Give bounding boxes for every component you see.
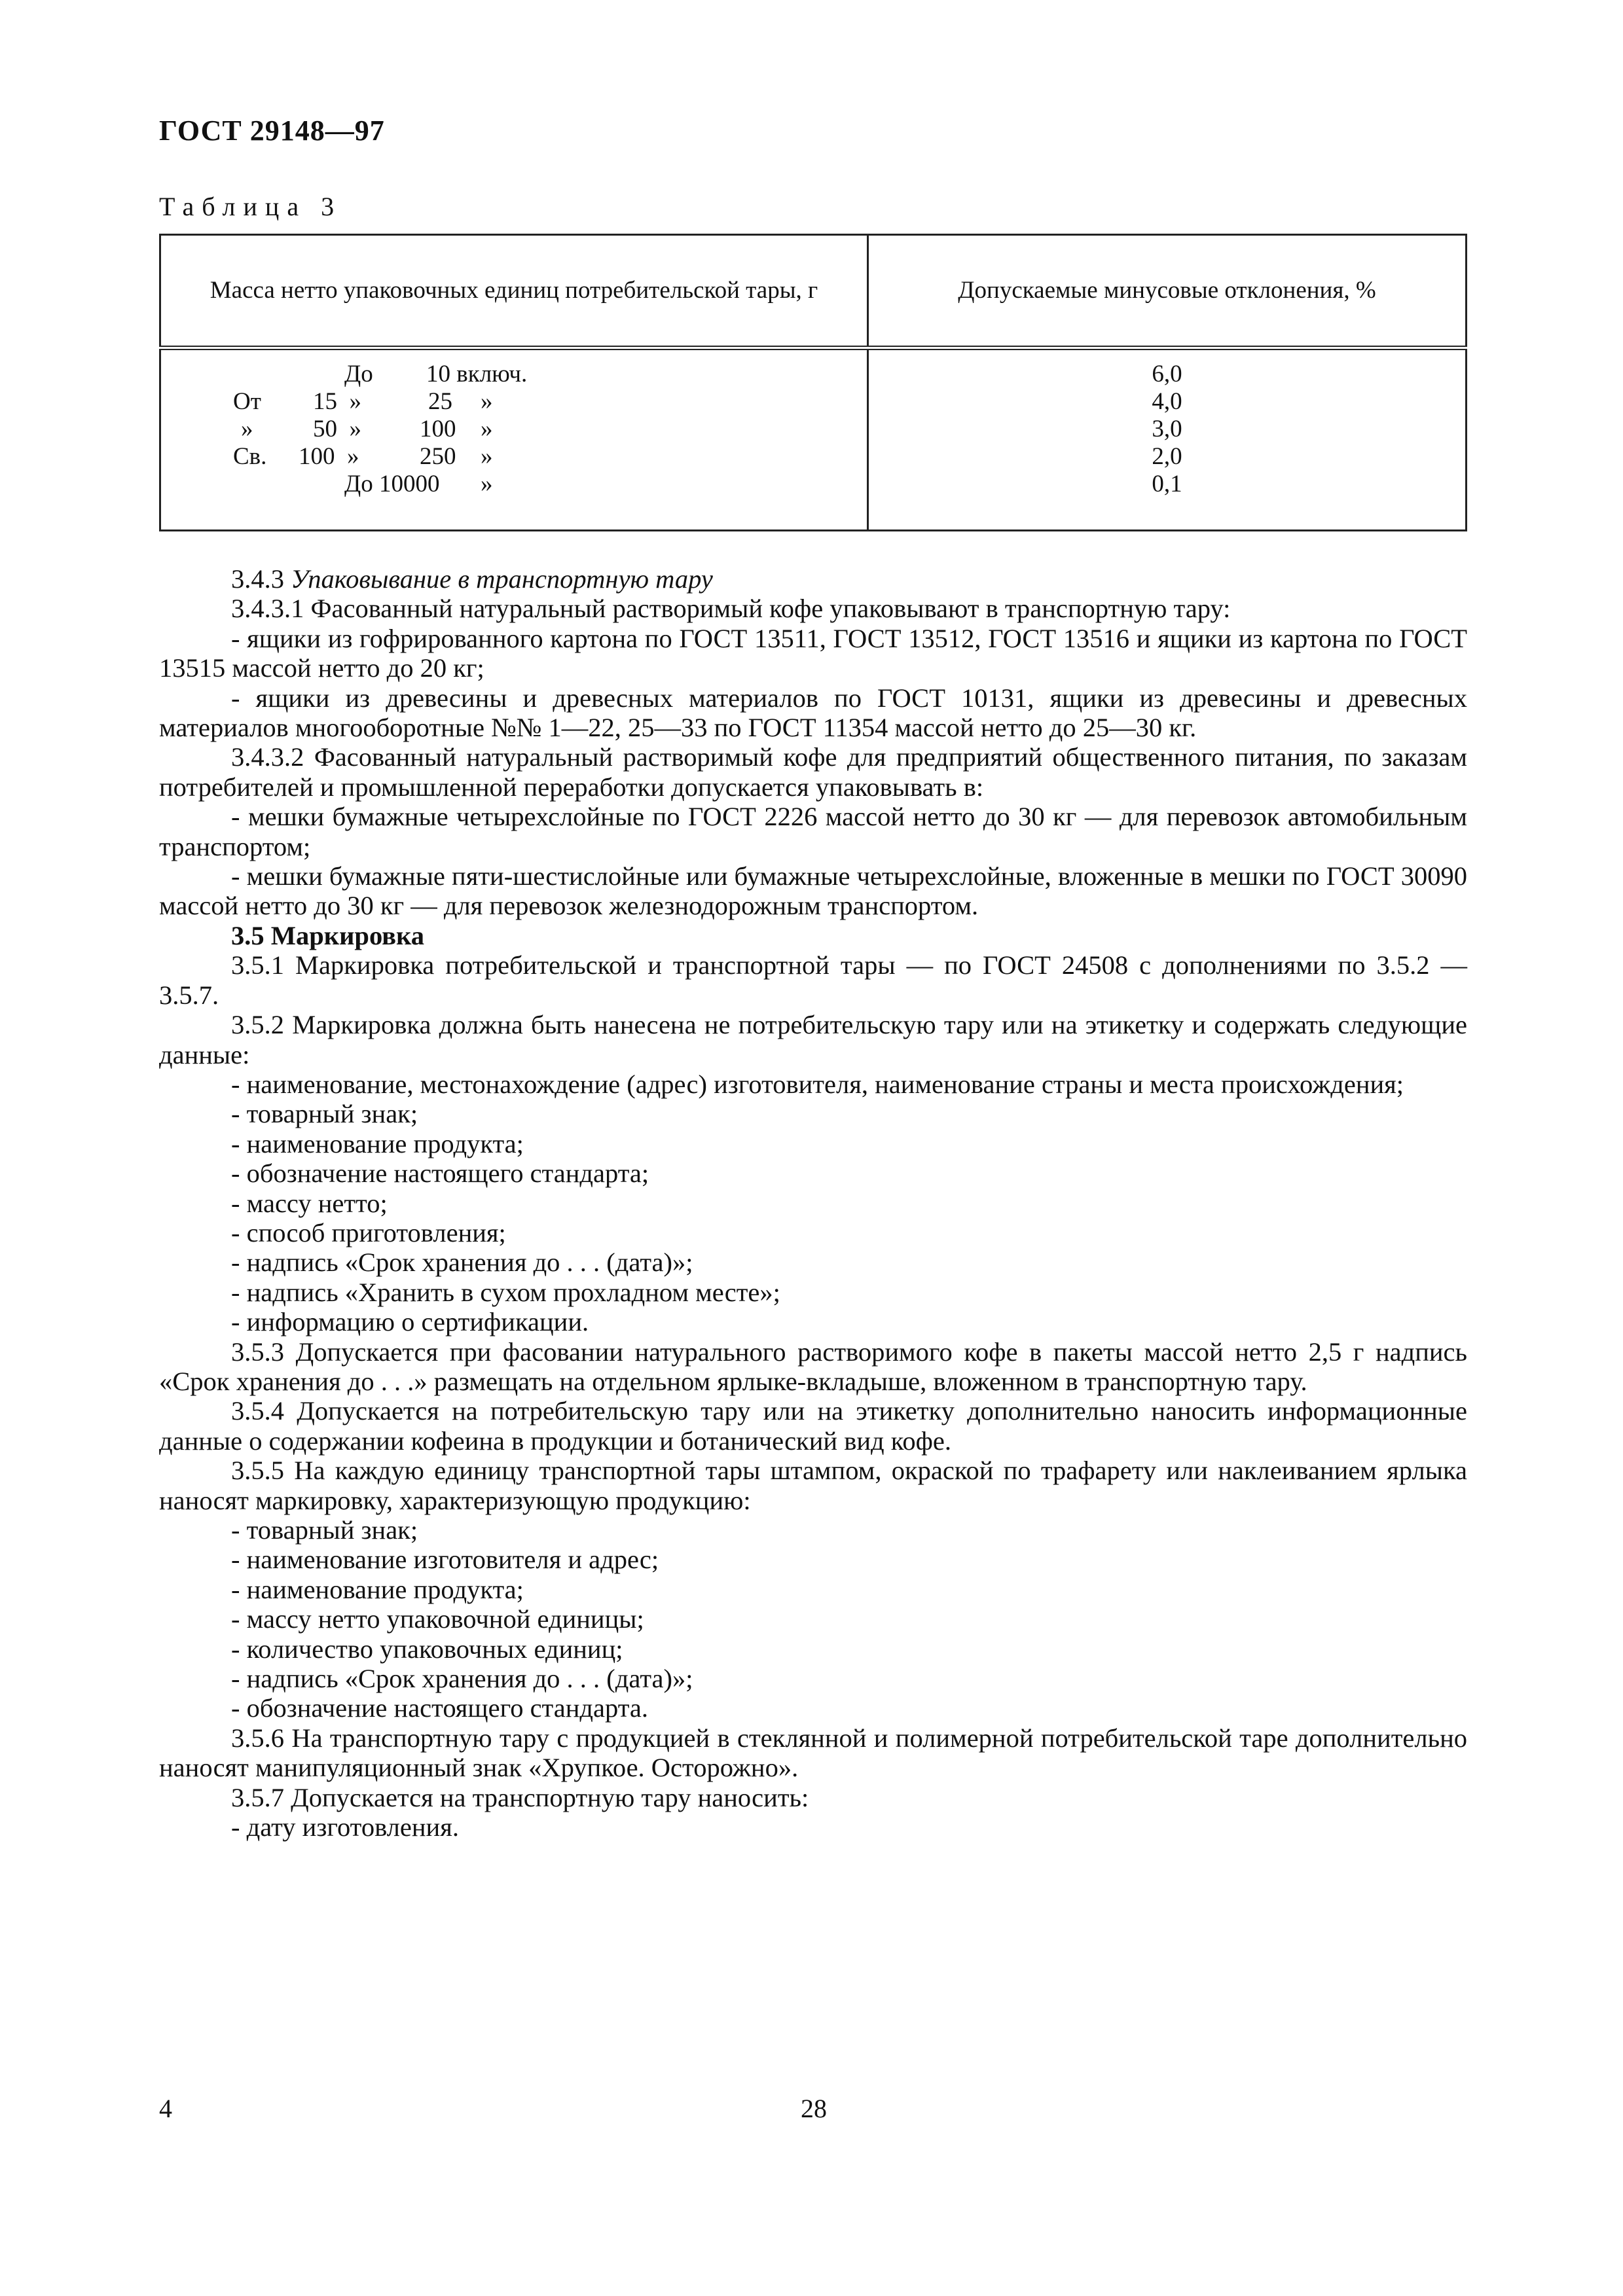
paragraph-3-5-4: 3.5.4 Допускается на потребительскую тару или на этикетку дополнительно наносить информационные данные о содержании кофеина в продукции и ботанический вид кофе. — [159, 1396, 1467, 1456]
table-row — [161, 361, 867, 388]
deviation-value: 6,0 — [1152, 361, 1182, 387]
table-row — [161, 416, 867, 443]
mass-ranges-cell — [160, 348, 868, 531]
page-number-center: 28 — [801, 2094, 827, 2123]
mass-from: 50 » — [313, 416, 361, 442]
section-title: Упаковывание в транспортную тару — [291, 564, 713, 594]
list-item: - наименование изготовителя и адрес; — [231, 1545, 659, 1575]
list-item: - надпись «Хранить в сухом прохладном месте»; — [231, 1277, 780, 1307]
table-row — [161, 471, 867, 498]
section-3-4-3-heading — [159, 564, 1467, 594]
list-item: - дату изготовления. — [231, 1812, 459, 1842]
list-item: - массу нетто; — [231, 1188, 388, 1218]
mass-to: 100 — [420, 416, 456, 442]
list-item: - обозначение настоящего стандарта; — [231, 1158, 649, 1189]
paragraph-3-4-3-2: 3.4.3.2 Фасованный натуральный растворимый кофе для предприятий общественного питания, по заказам потребителей и промышленной переработки допускается упаковывать в: — [159, 742, 1467, 802]
paragraph-3-5-5: 3.5.5 На каждую единицу транспортной тары штампом, окраской по трафарету или наклеиванием ярлыка наносят маркировку, характеризующую продукцию: — [159, 1456, 1467, 1515]
column-header-deviation: Допускаемые минусовые отклонения, % — [868, 235, 1467, 348]
mass-prefix: » — [241, 416, 253, 442]
table-header-row — [160, 235, 1467, 348]
page-number-left: 4 — [159, 2094, 172, 2123]
deviation-value: 3,0 — [1152, 416, 1182, 442]
list-item: - наименование продукта; — [231, 1574, 524, 1604]
table-row — [161, 443, 867, 471]
mass-from: 15 » — [313, 388, 361, 415]
list-item: - товарный знак; — [231, 1099, 418, 1129]
paragraph-3-4-3-1: 3.4.3.1 Фасованный натуральный растворимый кофе упаковывают в транспортную тару: — [231, 594, 1231, 624]
deviation-value: 2,0 — [1152, 443, 1182, 470]
paragraph-3-5-3: 3.5.3 Допускается при фасовании натурального растворимого кофе в пакеты массой нетто 2,5 г надпись «Срок хранения до . . .» размещать на отдельном ярлыке-вкладыше, вложенном в транспортную тару. — [159, 1336, 1467, 1396]
paragraph-3-5-6: 3.5.6 На транспортную тару с продукцией в стеклянной и полимерной потребительской таре дополнительно наносят манипуляционный знак «Хрупкое. Осторожно». — [159, 1723, 1467, 1783]
deviation-value: 0,1 — [1152, 471, 1182, 497]
list-item: - надпись «Срок хранения до . . . (дата)»; — [231, 1247, 693, 1278]
mass-ditto: » — [481, 388, 493, 415]
paragraph-3-5-1: 3.5.1 Маркировка потребительской и транспортной тары — по ГОСТ 24508 с дополнениями по 3.5.2 — 3.5.7. — [159, 950, 1467, 1010]
section-number: 3.4.3 — [231, 564, 284, 594]
table-row — [161, 388, 867, 416]
mass-deviation-table — [159, 234, 1467, 531]
paragraph-3-5-2: 3.5.2 Маркировка должна быть нанесена не потребительскую тару или на этикетку и содержать следующие данные: — [159, 1010, 1467, 1069]
mass-ditto: » — [481, 443, 493, 470]
deviation-values-cell — [868, 348, 1467, 531]
mass-from: До — [344, 361, 373, 387]
list-item: - массу нетто упаковочной единицы; — [231, 1604, 644, 1634]
column-header-mass: Масса нетто упаковочных единиц потребительской тары, г — [160, 235, 868, 348]
mass-ditto: » — [481, 416, 493, 442]
section-3-5-heading — [159, 921, 1467, 950]
document-code: ГОСТ 29148—97 — [159, 115, 385, 147]
paragraph-3-5-7: 3.5.7 Допускается на транспортную тару наносить: — [231, 1782, 809, 1812]
table-body-row — [160, 348, 1467, 531]
list-item: - наименование, местонахождение (адрес) изготовителя, наименование страны и места происхождения; — [231, 1069, 1404, 1099]
mass-ditto: » — [481, 471, 493, 497]
list-item: - мешки бумажные четырехслойные по ГОСТ 2226 массой нетто до 30 кг — для перевозок автомобильным транспортом; — [159, 802, 1467, 861]
list-item: - количество упаковочных единиц; — [231, 1634, 623, 1664]
deviation-value: 4,0 — [1152, 388, 1182, 415]
table-caption: Таблица 3 — [159, 192, 342, 221]
list-item: - ящики из гофрированного картона по ГОСТ 13511, ГОСТ 13512, ГОСТ 13516 и ящики из картона по ГОСТ 13515 массой нетто до 20 кг; — [159, 623, 1467, 683]
mass-prefix: Св. — [233, 443, 267, 470]
list-item: - способ приготовления; — [231, 1217, 506, 1247]
list-item: - информацию о сертификации. — [231, 1307, 589, 1337]
list-item: - товарный знак; — [231, 1515, 418, 1545]
mass-to: 25 — [428, 388, 452, 415]
list-item: - обозначение настоящего стандарта. — [231, 1693, 648, 1723]
mass-to: 10 включ. — [426, 361, 528, 387]
mass-from: 100 » — [299, 443, 359, 470]
list-item: - надпись «Срок хранения до . . . (дата)»; — [231, 1664, 693, 1694]
document-body — [159, 564, 1467, 1842]
mass-prefix: От — [233, 388, 261, 415]
section-title: 3.5 Маркировка — [231, 920, 425, 950]
mass-to: 250 — [420, 443, 456, 470]
list-item: - мешки бумажные пяти-шестислойные или бумажные четырехслойные, вложенные в мешки по ГОСТ 30090 массой нетто до 30 кг — для перевозок железнодорожным транспортом. — [159, 861, 1467, 921]
list-item: - ящики из древесины и древесных материалов по ГОСТ 10131, ящики из древесины и древесных материалов многооборотные №№ 1—22, 25—33 по ГОСТ 11354 массой нетто до 25—30 кг. — [159, 683, 1467, 743]
mass-from: До 10000 — [344, 471, 440, 497]
list-item: - наименование продукта; — [231, 1128, 524, 1158]
